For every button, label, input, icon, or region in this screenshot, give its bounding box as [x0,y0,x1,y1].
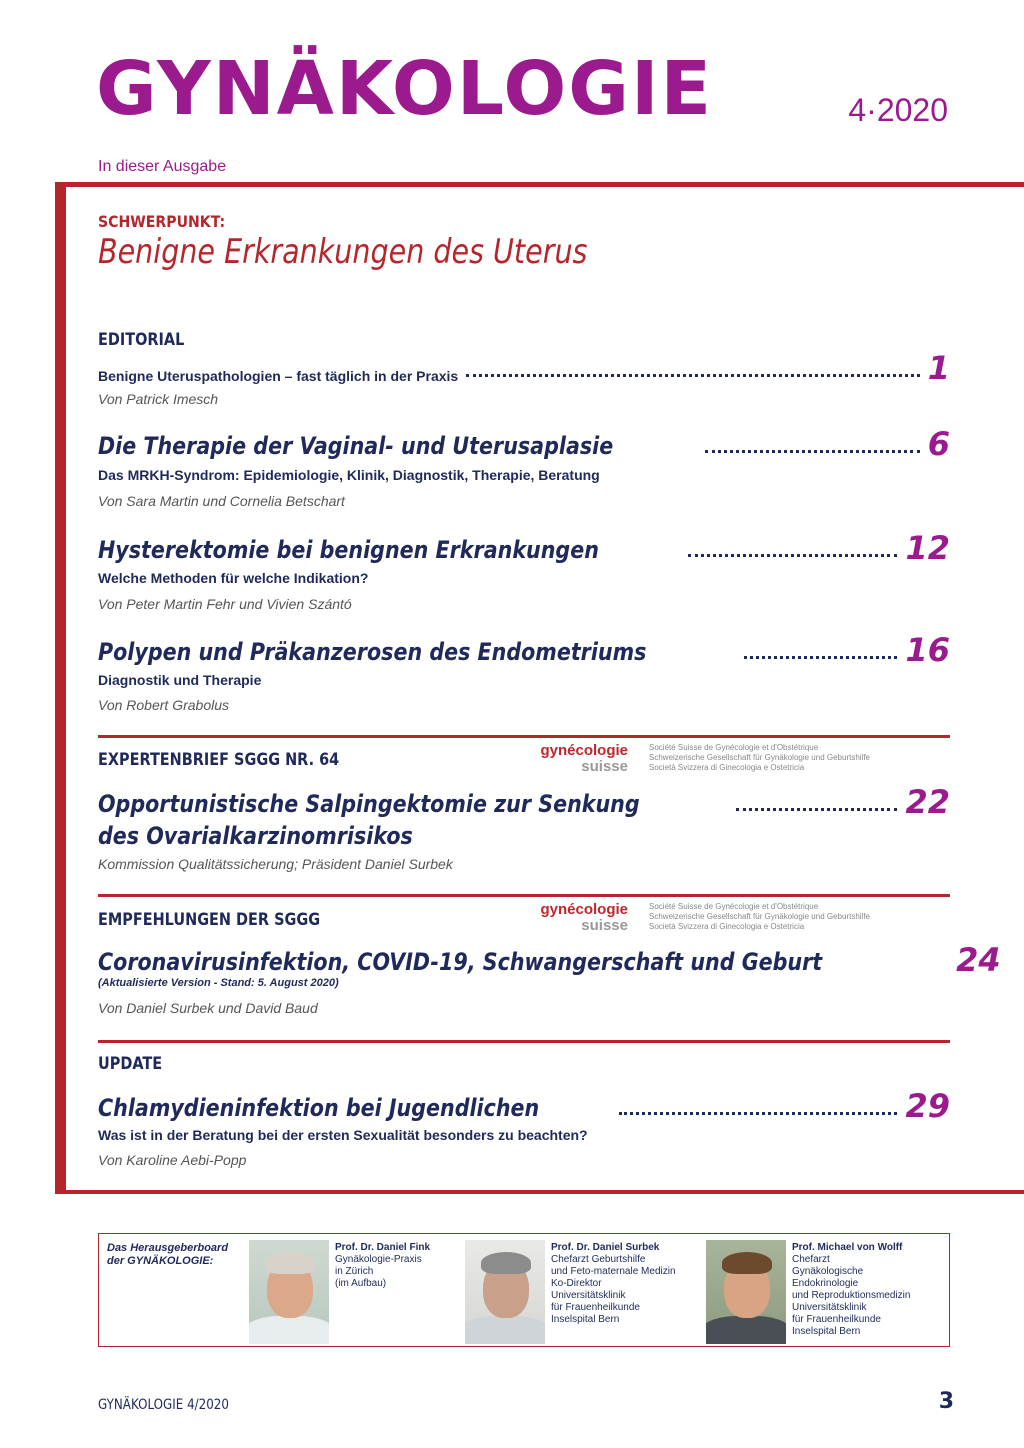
focus-kicker: SCHWERPUNKT: [98,212,226,231]
leader-dots [619,1112,897,1115]
toc-entry-chlamydien[interactable] [98,1087,950,1125]
sggg-logo-line: Schweizerische Gesellschaft für Gynäkologie und Geburtshilfe [649,753,870,762]
footer-page-number: 3 [938,1389,954,1414]
issue-number: 4·2020 [848,92,948,128]
member-photo [465,1240,545,1344]
member-info [551,1242,691,1326]
toc-entry-authors: Von Patrick Imesch [98,391,219,407]
masthead-title: GYNÄKOLOGIE [96,46,714,132]
member-detail: für Frauenheilkunde [551,1302,640,1313]
toc-entry-authors: Von Karoline Aebi-Popp [98,1152,247,1168]
board-label-line: Das Herausgeberboard [107,1242,229,1254]
member-detail: Inselspital Bern [792,1326,861,1337]
sggg-logo-text [649,902,870,932]
member-detail: und Reproduktionsmedizin [792,1290,911,1301]
section-expertenbrief: EXPERTENBRIEF SGGG NR. 64 [98,750,340,770]
member-detail: Inselspital Bern [551,1314,620,1325]
toc-entry-authors: Kommission Qualitätssicherung; Präsident Daniel Surbek [98,856,453,872]
sggg-logo [534,742,874,776]
member-detail: für Frauenheilkunde [792,1314,881,1325]
toc-entry-authors: Von Daniel Surbek und David Baud [98,1000,318,1016]
toc-entry-subtitle: Diagnostik und Therapie [98,672,262,688]
sggg-logo-text [649,743,870,773]
sggg-logo-word2: suisse [581,758,628,775]
photo-shoulders [706,1316,786,1344]
frame-left-bar [55,182,66,1194]
leader-dots [705,450,920,453]
board-label [107,1242,247,1268]
member-photo [706,1240,786,1344]
member-detail: und Feto-maternale Medizin [551,1266,676,1277]
member-detail: Ko-Direktor [551,1278,602,1289]
member-detail: Gynäkologische Endokrinologie [792,1266,864,1289]
leader-dots [744,656,898,659]
focus-title: Benigne Erkrankungen des Uterus [98,232,588,272]
toc-entry-title: Coronavirusinfektion, COVID-19, Schwangerschaft und Geburt [98,948,823,976]
member-name: Prof. Dr. Daniel Surbek [551,1242,660,1253]
member-detail: Universitätsklinik [792,1302,867,1313]
toc-page-number: 16 [905,631,950,669]
sggg-logo-line: Società Svizzera di Ginecologia e Ostetricia [649,763,805,772]
toc-entry-authors: Von Sara Martin und Cornelia Betschart [98,493,345,509]
photo-hair [481,1252,531,1274]
sggg-logo-line: Società Svizzera di Ginecologia e Ostetricia [649,922,805,931]
toc-entry-aplasie[interactable] [98,425,950,463]
sggg-logo-word1: gynécologie [540,742,628,759]
toc-entry-subtitle: Welche Methoden für welche Indikation? [98,570,369,586]
toc-entry-title: Hysterektomie bei benignen Erkrankungen [98,536,599,564]
sggg-logo-line: Schweizerische Gesellschaft für Gynäkologie und Geburtshilfe [649,912,870,921]
member-detail: (im Aufbau) [335,1278,387,1289]
sggg-logo-word1: gynécologie [540,901,628,918]
toc-entry-title-line2: des Ovarialkarzinomrisikos [98,822,413,850]
toc-entry-title: Polypen und Präkanzerosen des Endometriums [98,638,647,666]
toc-entry-subtitle: Das MRKH-Syndrom: Epidemiologie, Klinik, Diagnostik, Therapie, Beratung [98,467,600,483]
toc-page-number: 29 [905,1087,950,1125]
toc-page-number: 6 [927,425,950,463]
photo-hair [265,1252,315,1274]
toc-entry-title: Chlamydieninfektion bei Jugendlichen [98,1094,540,1122]
member-name: Prof. Michael von Wolff [792,1242,903,1253]
toc-entry-title-continuation [98,818,950,850]
toc-entry-hysterektomie[interactable] [98,529,950,567]
toc-page-number: 24 [956,941,1001,979]
toc-entry-subtitle: (Aktualisierte Version - Stand: 5. August 2020) [98,977,339,989]
section-divider [98,735,950,738]
toc-entry-salpingektomie[interactable] [98,783,950,821]
toc-entry-authors: Von Robert Grabolus [98,697,229,713]
section-divider [98,1040,950,1043]
sggg-logo [534,901,874,935]
toc-entry-subtitle: Was ist in der Beratung bei der ersten Sexualität besonders zu beachten? [98,1127,588,1143]
board-label-line: der GYNÄKOLOGIE: [107,1255,214,1267]
frame-top-rule [55,182,1024,187]
leader-dots [736,808,898,811]
editorial-board [98,1233,950,1347]
section-editorial: EDITORIAL [98,330,185,350]
photo-shoulders [465,1316,545,1344]
member-info [792,1242,932,1338]
member-photo [249,1240,329,1344]
sggg-logo-line: Société Suisse de Gynécologie et d'Obstétrique [649,902,819,911]
section-update: UPDATE [98,1054,163,1074]
toc-entry-title: Benigne Uteruspathologien – fast täglich in der Praxis [98,368,459,384]
toc-entry-title: Die Therapie der Vaginal- und Uterusaplasie [98,432,614,460]
section-empfehlungen: EMPFEHLUNGEN DER SGGG [98,910,321,930]
toc-page-number: 1 [927,349,950,387]
member-detail: Universitätsklinik [551,1290,626,1301]
toc-entry-authors: Von Peter Martin Fehr und Vivien Szántó [98,596,352,612]
sggg-logo-word2: suisse [581,917,628,934]
toc-page-number: 22 [905,783,950,821]
member-detail: Gynäkologie-Praxis [335,1254,422,1265]
member-detail: Chefarzt Geburtshilfe [551,1254,646,1265]
toc-entry-polypen[interactable] [98,631,950,669]
photo-hair [722,1252,772,1274]
member-info [335,1242,475,1290]
photo-shoulders [249,1316,329,1344]
toc-entry-editorial[interactable] [98,349,950,387]
member-detail: Chefarzt [792,1254,830,1265]
leader-dots [688,554,897,557]
section-divider [98,894,950,897]
leader-dots [466,374,920,377]
member-detail: in Zürich [335,1266,374,1277]
issue-subtitle: In dieser Ausgabe [98,158,227,175]
member-name: Prof. Dr. Daniel Fink [335,1242,431,1253]
sggg-logo-line: Société Suisse de Gynécologie et d'Obstétrique [649,743,819,752]
footer-journal: GYNÄKOLOGIE 4/2020 [98,1397,229,1413]
toc-page-number: 12 [905,529,950,567]
toc-entry-title: Opportunistische Salpingektomie zur Senkung [98,790,640,818]
toc-entry-covid[interactable] [98,941,1001,979]
frame-bottom-rule [55,1190,1024,1194]
